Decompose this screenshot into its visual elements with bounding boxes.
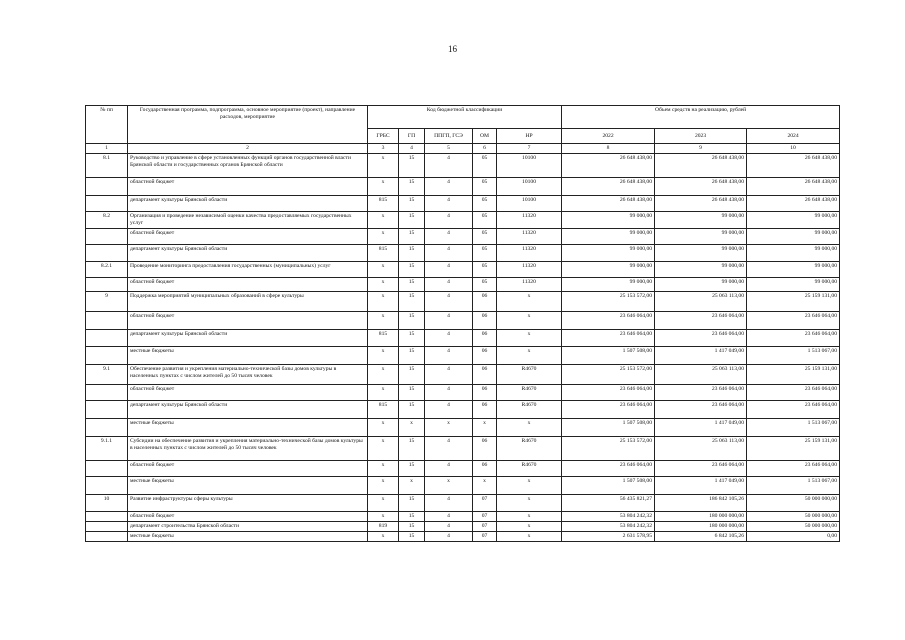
cell-2022: 23 646 064,00 [562,401,655,419]
cell-2023: 99 000,00 [655,278,747,292]
cell-2024: 23 646 064,00 [747,330,840,347]
header-code-group: Код бюджетной классификации [368,106,562,129]
cell-ppgp: 4 [425,229,473,245]
cell-2022: 23 646 064,00 [562,330,655,347]
cell-2022: 56 435 821,27 [562,495,655,512]
cell-grbs: х [368,178,399,196]
header-year-2023: 2023 [655,129,747,144]
cell-2022: 1 507 508,00 [562,419,655,437]
cell-om: 06 [473,385,497,401]
cell-gp: 15 [399,365,425,385]
cell-2022: 99 000,00 [562,278,655,292]
row-name: Субсидии на обеспечение развития и укрепления материально-технической базы домов культуры в населенных пунктах с числом жителей до 50 тысяч человек [128,437,368,461]
row-name: местные бюджеты [128,532,368,542]
cell-nr: 11320 [497,278,562,292]
row-name: Организация и проведение независимой оценки качества предоставляемых государственных услуг [128,212,368,229]
header-amount-group: Объем средств на реализацию, рублей [562,106,840,129]
cell-grbs: 819 [368,522,399,532]
cell-2024: 23 646 064,00 [747,461,840,477]
cell-2024: 99 000,00 [747,262,840,278]
cell-2023: 25 063 113,00 [655,292,747,312]
row-number: 8.2 [86,212,128,229]
cell-ppgp: 4 [425,312,473,330]
cell-2022: 99 000,00 [562,212,655,229]
cell-om: 06 [473,437,497,461]
cell-om: 07 [473,522,497,532]
cell-2024: 50 000 000,00 [747,512,840,522]
cell-om: 05 [473,278,497,292]
row-name: областной бюджет [128,229,368,245]
header-row-numbers [86,144,840,154]
row-number [86,178,128,196]
cell-nr: х [497,292,562,312]
cell-grbs: 815 [368,245,399,262]
row-name: Обеспечение развития и укрепления материально-технической базы домов культуры в населенных пунктах с числом жителей до 50 тысяч человек [128,365,368,385]
cell-gp: 15 [399,401,425,419]
row-name: областной бюджет [128,312,368,330]
col-number: 4 [399,144,425,154]
cell-nr: х [497,512,562,522]
cell-2024: 23 646 064,00 [747,401,840,419]
cell-gp: 15 [399,178,425,196]
row-name: департамент строительства Брянской области [128,522,368,532]
budget-table [85,105,840,542]
cell-gp: 15 [399,437,425,461]
cell-grbs: х [368,477,399,495]
cell-gp: 15 [399,229,425,245]
row-number: 8.1 [86,154,128,178]
cell-om: 07 [473,512,497,522]
cell-2023: 1 417 049,00 [655,419,747,437]
cell-2022: 23 646 064,00 [562,461,655,477]
cell-grbs: х [368,532,399,542]
cell-grbs: х [368,461,399,477]
table-row [86,532,840,542]
cell-gp: 15 [399,495,425,512]
table-row [86,495,840,512]
cell-om: 06 [473,312,497,330]
cell-ppgp: 4 [425,292,473,312]
cell-gp: 15 [399,385,425,401]
cell-2023: 180 000 000,00 [655,512,747,522]
cell-ppgp: 4 [425,347,473,365]
cell-grbs: х [368,292,399,312]
header-ppgp: ППГП, ГСЭ [425,129,473,144]
cell-2022: 26 648 438,00 [562,196,655,212]
row-number [86,532,128,542]
cell-2023: 99 000,00 [655,245,747,262]
cell-2024: 26 648 438,00 [747,178,840,196]
row-number [86,477,128,495]
header-year-2022: 2022 [562,129,655,144]
header-gp: ГП [399,129,425,144]
cell-2022: 2 631 578,95 [562,532,655,542]
row-name: областной бюджет [128,178,368,196]
cell-2023: 26 648 438,00 [655,154,747,178]
cell-2022: 25 153 572,00 [562,437,655,461]
cell-grbs: х [368,312,399,330]
table-row [86,512,840,522]
cell-om: 05 [473,178,497,196]
cell-2024: 25 159 131,00 [747,437,840,461]
col-number: 7 [497,144,562,154]
row-number [86,461,128,477]
cell-ppgp: 4 [425,401,473,419]
cell-2022: 25 153 572,00 [562,292,655,312]
cell-nr: х [497,347,562,365]
cell-2023: 6 842 105,26 [655,532,747,542]
cell-ppgp: 4 [425,262,473,278]
cell-om: х [473,477,497,495]
cell-gp: 15 [399,522,425,532]
cell-2022: 53 804 242,32 [562,512,655,522]
cell-nr: 10100 [497,196,562,212]
row-number [86,522,128,532]
cell-2022: 99 000,00 [562,245,655,262]
cell-om: 07 [473,495,497,512]
cell-ppgp: 4 [425,522,473,532]
cell-nr: R4670 [497,437,562,461]
cell-nr: 11320 [497,262,562,278]
cell-om: 05 [473,154,497,178]
table-row [86,212,840,229]
cell-gp: 15 [399,292,425,312]
row-name: местные бюджеты [128,477,368,495]
cell-ppgp: 4 [425,365,473,385]
cell-2023: 23 646 064,00 [655,385,747,401]
header-year-2024: 2024 [747,129,840,144]
cell-2024: 99 000,00 [747,245,840,262]
col-number: 1 [86,144,128,154]
cell-nr: 11320 [497,245,562,262]
row-name: областной бюджет [128,385,368,401]
table-row [86,292,840,312]
cell-2023: 25 063 113,00 [655,365,747,385]
table-row [86,154,840,178]
cell-2023: 99 000,00 [655,229,747,245]
cell-2024: 25 159 131,00 [747,365,840,385]
cell-gp: 15 [399,532,425,542]
col-number: 6 [473,144,497,154]
cell-2022: 23 646 064,00 [562,385,655,401]
row-number [86,245,128,262]
cell-om: 06 [473,330,497,347]
table-row [86,245,840,262]
row-number [86,330,128,347]
cell-grbs: х [368,347,399,365]
cell-ppgp: 4 [425,461,473,477]
cell-ppgp: 4 [425,512,473,522]
row-number [86,401,128,419]
cell-2023: 180 000 000,00 [655,522,747,532]
table-row [86,522,840,532]
table-row [86,401,840,419]
cell-nr: 10100 [497,178,562,196]
cell-2024: 1 513 067,00 [747,477,840,495]
cell-2022: 53 804 242,32 [562,522,655,532]
row-number [86,385,128,401]
cell-grbs: х [368,278,399,292]
cell-2023: 1 417 049,00 [655,347,747,365]
cell-om: 06 [473,347,497,365]
cell-gp: 15 [399,312,425,330]
cell-nr: R4670 [497,385,562,401]
cell-2023: 23 646 064,00 [655,312,747,330]
col-number: 8 [562,144,655,154]
row-number: 9.1 [86,365,128,385]
cell-om: х [473,419,497,437]
row-number [86,196,128,212]
cell-om: 06 [473,461,497,477]
row-name: департамент культуры Брянской области [128,401,368,419]
cell-ppgp: 4 [425,495,473,512]
cell-grbs: х [368,512,399,522]
header-program: Государственная программа, подпрограмма, основное мероприятие (проект), направление расходов, мероприятие [128,106,368,144]
cell-2024: 1 513 067,00 [747,419,840,437]
cell-2023: 26 648 438,00 [655,196,747,212]
cell-nr: х [497,477,562,495]
cell-nr: R4670 [497,365,562,385]
cell-grbs: х [368,229,399,245]
table-row [86,347,840,365]
cell-2023: 186 842 105,26 [655,495,747,512]
cell-2023: 25 063 113,00 [655,437,747,461]
col-number: 10 [747,144,840,154]
col-number: 9 [655,144,747,154]
table-row [86,477,840,495]
row-name: местные бюджеты [128,419,368,437]
col-number: 5 [425,144,473,154]
cell-2024: 50 000 000,00 [747,495,840,512]
cell-nr: х [497,532,562,542]
cell-om: 06 [473,401,497,419]
table-row [86,419,840,437]
table-row [86,229,840,245]
cell-grbs: х [368,212,399,229]
cell-2024: 26 648 438,00 [747,154,840,178]
cell-om: 05 [473,262,497,278]
cell-nr: х [497,419,562,437]
cell-2024: 25 159 131,00 [747,292,840,312]
page-number: 16 [448,44,457,54]
col-number: 2 [128,144,368,154]
cell-ppgp: 4 [425,330,473,347]
cell-gp: 15 [399,196,425,212]
cell-2024: 23 646 064,00 [747,385,840,401]
header-no: № пп [86,106,128,144]
header-om: ОМ [473,129,497,144]
cell-nr: х [497,312,562,330]
row-name: областной бюджет [128,278,368,292]
row-name: местные бюджеты [128,347,368,365]
table-row [86,196,840,212]
row-number [86,419,128,437]
cell-2022: 99 000,00 [562,229,655,245]
row-name: Руководство и управление в сфере установленных функций органов государственной власти Брянской области и государственных органов Брянской области [128,154,368,178]
row-name: Развитие инфраструктуры сферы культуры [128,495,368,512]
row-name: департамент культуры Брянской области [128,330,368,347]
cell-2022: 26 648 438,00 [562,154,655,178]
row-name: Проведение мониторинга предоставления государственных (муниципальных) услуг [128,262,368,278]
cell-ppgp: 4 [425,178,473,196]
table-row [86,461,840,477]
cell-ppgp: х [425,419,473,437]
cell-ppgp: 4 [425,437,473,461]
cell-2023: 23 646 064,00 [655,401,747,419]
row-number [86,512,128,522]
row-number: 10 [86,495,128,512]
cell-gp: 15 [399,461,425,477]
cell-om: 05 [473,196,497,212]
cell-2024: 0,00 [747,532,840,542]
row-name: департамент культуры Брянской области [128,196,368,212]
cell-2022: 1 507 508,00 [562,347,655,365]
row-number [86,278,128,292]
row-number [86,312,128,330]
cell-2023: 26 648 438,00 [655,178,747,196]
cell-om: 05 [473,212,497,229]
cell-gp: 15 [399,154,425,178]
cell-grbs: х [368,385,399,401]
cell-ppgp: 4 [425,278,473,292]
cell-grbs: 815 [368,401,399,419]
row-name: департамент культуры Брянской области [128,245,368,262]
cell-2022: 99 000,00 [562,262,655,278]
cell-nr: х [497,495,562,512]
cell-nr: х [497,330,562,347]
cell-ppgp: 4 [425,196,473,212]
cell-nr: 11320 [497,229,562,245]
cell-2024: 99 000,00 [747,229,840,245]
cell-ppgp: 4 [425,212,473,229]
row-number: 9.1.1 [86,437,128,461]
cell-grbs: 815 [368,196,399,212]
row-number [86,229,128,245]
cell-2024: 50 000 000,00 [747,522,840,532]
table-row [86,330,840,347]
cell-gp: 15 [399,278,425,292]
table-body [86,154,840,542]
cell-gp: 15 [399,212,425,229]
row-number: 9 [86,292,128,312]
cell-grbs: х [368,262,399,278]
cell-ppgp: 4 [425,532,473,542]
cell-2024: 26 648 438,00 [747,196,840,212]
cell-2023: 99 000,00 [655,262,747,278]
header-grbs: ГРБС [368,129,399,144]
cell-ppgp: х [425,477,473,495]
cell-grbs: х [368,154,399,178]
cell-nr: R4670 [497,401,562,419]
cell-2023: 23 646 064,00 [655,461,747,477]
cell-om: 05 [473,245,497,262]
cell-2024: 99 000,00 [747,212,840,229]
cell-gp: 15 [399,262,425,278]
cell-2022: 25 153 572,00 [562,365,655,385]
row-name: Поддержка мероприятий муниципальных образований в сфере культуры [128,292,368,312]
cell-om: 06 [473,292,497,312]
cell-nr: 11320 [497,212,562,229]
cell-gp: х [399,419,425,437]
cell-gp: 15 [399,245,425,262]
cell-grbs: х [368,437,399,461]
header-nr: НР [497,129,562,144]
table-row [86,278,840,292]
table-row [86,178,840,196]
table-row [86,385,840,401]
cell-2022: 23 646 064,00 [562,312,655,330]
cell-gp: х [399,477,425,495]
cell-ppgp: 4 [425,385,473,401]
cell-grbs: х [368,419,399,437]
cell-2023: 1 417 049,00 [655,477,747,495]
cell-2023: 99 000,00 [655,212,747,229]
table-row [86,365,840,385]
cell-nr: R4670 [497,461,562,477]
cell-grbs: х [368,365,399,385]
cell-2023: 23 646 064,00 [655,330,747,347]
cell-om: 05 [473,229,497,245]
row-number: 8.2.1 [86,262,128,278]
cell-2022: 1 507 508,00 [562,477,655,495]
cell-om: 06 [473,365,497,385]
cell-nr: х [497,522,562,532]
cell-gp: 15 [399,347,425,365]
table-row [86,312,840,330]
table-row [86,437,840,461]
table-row [86,262,840,278]
cell-2024: 23 646 064,00 [747,312,840,330]
row-name: областной бюджет [128,461,368,477]
cell-nr: 10100 [497,154,562,178]
cell-ppgp: 4 [425,245,473,262]
header-row-top [86,106,840,129]
cell-2024: 99 000,00 [747,278,840,292]
cell-grbs: х [368,495,399,512]
cell-om: 07 [473,532,497,542]
col-number: 3 [368,144,399,154]
cell-2022: 26 648 438,00 [562,178,655,196]
cell-grbs: 815 [368,330,399,347]
cell-gp: 15 [399,330,425,347]
cell-gp: 15 [399,512,425,522]
row-name: областной бюджет [128,512,368,522]
cell-2024: 1 513 067,00 [747,347,840,365]
row-number [86,347,128,365]
cell-ppgp: 4 [425,154,473,178]
